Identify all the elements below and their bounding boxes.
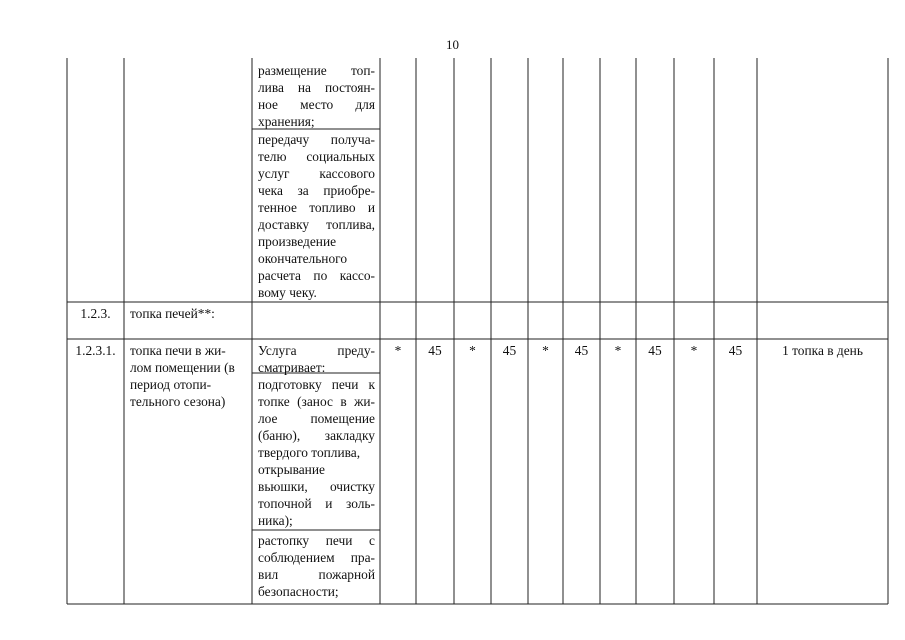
page-number: 10 [446,37,459,52]
value-cell: * [394,343,402,358]
value-cell: 45 [728,343,743,358]
value-cell: 45 [502,343,517,358]
service-name: топка печей**: [130,306,215,321]
service-step-receipt-transfer: передачу получа- телю социальных услуг кассового чека за приобре- тенное топливо и доставку топлива, произведение окончательного расчета по кассо- вому чеку. [258,132,375,300]
service-norm: 1 топка в день [782,343,863,358]
service-step-stove-preparation: подготовку печи к топке (занос в жи- лое помещение (баню), закладку твердого топлива, открывание вьюшки, очистку топочной и золь- ника); [258,377,375,528]
value-cell: * [469,343,476,358]
value-cell: 45 [648,343,662,358]
value-cell: 45 [428,343,442,358]
service-description-header: Услуга преду- сматривает: [258,343,375,375]
value-cell: 45 [574,343,589,358]
service-step-fuel-placement: размещение топ- лива на постоян- ное место для хранения; [258,63,375,129]
value-cell: * [690,343,698,358]
row-number: 1.2.3.1. [75,343,116,358]
value-cell: * [614,343,622,358]
value-cell: * [542,343,549,358]
service-step-kindling: растопку печи с соблюдением пра- вил пожарной безопасности; [258,533,375,599]
row-number: 1.2.3. [80,306,111,321]
service-name: топка печи в жи- лом помещении (в период отопи- тельного сезона) [130,343,235,409]
